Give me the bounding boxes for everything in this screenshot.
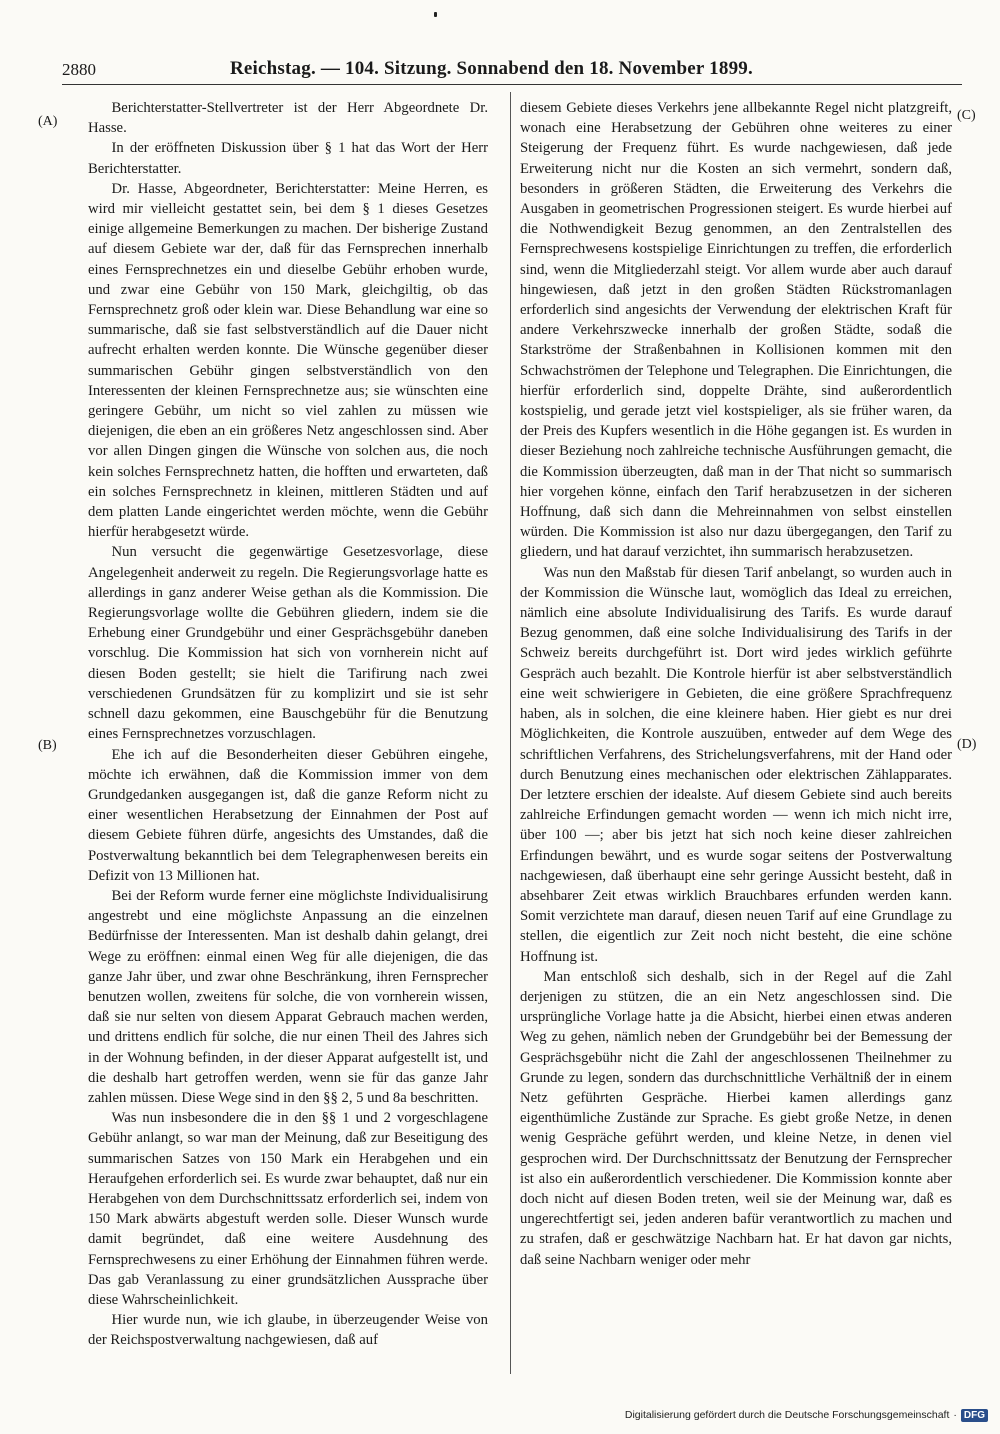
dfg-logo-icon: DFG bbox=[961, 1409, 988, 1422]
credit-text: Digitalisierung gefördert durch die Deutsche Forschungsgemeinschaft bbox=[624, 1409, 950, 1421]
page-number: 2880 bbox=[62, 60, 96, 79]
column-rule bbox=[510, 92, 511, 1374]
digitization-credit bbox=[625, 1406, 988, 1424]
paragraph: Hier wurde nun, wie ich glaube, in überzeugender Weise von der Reichspostverwaltung nachgewiesen, daß auf bbox=[88, 1312, 488, 1349]
page-header bbox=[62, 58, 962, 86]
right-column bbox=[520, 98, 952, 1378]
margin-mark-c: (C) bbox=[957, 108, 976, 123]
print-speck bbox=[434, 12, 437, 17]
paragraph: Berichterstatter-Stellvertreter ist der Herr Abgeordnete Dr. Hasse. bbox=[88, 100, 488, 137]
paragraph: Nun versucht die gegenwärtige Gesetzesvorlage, diese Angelegenheit anderweit zu regeln. Die Regierungsvorlage hatte es allerdings in ganz anderer Weise gethan als die Kommission. Die Regierungsvorlage wollte die Gebühren gliedern, indem sie die Erhebung einer Grundgebühr und einer Gesprächsgebühr daneben vorschlug. Die Kommission hat sich von vornherein nicht auf diesen Boden gestellt; sie hielt die Tarifirung nach zwei verschiedenen Grundsätzen für zu komplizirt und sie ist sehr schnell dazu gekommen, eine Bauschgebühr für die Benutzung eines Fernsprechnetzes vorzuschlagen. bbox=[88, 544, 488, 743]
paragraph: In der eröffneten Diskussion über § 1 hat das Wort der Herr Berichterstatter. bbox=[88, 140, 488, 177]
header-rule bbox=[62, 84, 962, 85]
separator-dot: · bbox=[953, 1409, 957, 1421]
margin-mark-d: (D) bbox=[957, 737, 977, 752]
paragraph: diesem Gebiete dieses Verkehrs jene allbekannte Regel nicht platzgreift, wonach eine Herabsetzung der Gebühren ohne weiteres zu einer Steigerung der Frequenz führt. Es wurde nachgewiesen, daß jede Erweiterung nicht nur die Kosten an sich vermehrt, sondern daß, besonders in größeren Städten, die Erweiterung des Verkehrs die Ausgaben in geometrischen Progressionen steigert. Es wurde hierbei auf die Nothwendigkeit Bezug genommen, an den Zentralstellen des Fernsprechwesens kostspielige Einrichtungen zu treffen, die erforderlich sind, wenn die Mitgliederzahl steigt. Vor allem wurde aber auch darauf hingewiesen, daß jetzt in den großen Städten Rückstromanlagen erforderlich sind angesichts der Verwendung der elektrischen Kraft für andere Verkehrszwecke innerhalb der großen Städte, sodaß die Starkströme der Straßenbahnen in Kollisionen kommen mit den Schwachströmen der Telephone und Telegraphen. Die Einrichtungen, die hierfür erforderlich sind, doppelte Drähte, sind außerordentlich kostspielig, und gerade jetzt viel kostspieliger, als sie früher waren, da der Preis des Kupfers wesentlich in die Höhe gegangen ist. Es wurden in dieser Beziehung noch zahlreiche technische Ausführungen gemacht, die die Kommission überzeugten, daß man in der That nicht so summarisch hier vorgehen könne, einfach den Tarif herabzusetzen in der sicheren Hoffnung, daß sich dann die Mehreinnahmen von selbst einstellen würden. Die Kommission ist also nur dazu übergegangen, den Tarif zu gliedern, und hat darauf verzichtet, ihn summarisch herabzusetzen. bbox=[520, 100, 952, 561]
paragraph: Was nun insbesondere die in den §§ 1 und 2 vorgeschlagene Gebühr anlangt, so war man der Meinung, daß zur Beseitigung des summarischen Satzes von 150 Mark ein Herabgehen und ein Heraufgehen erforderlich sei. Es wurde zwar behauptet, daß nur ein Herabgehen von dem Durchschnittssatz erforderlich sei, indem von 150 Mark abwärts abgestuft werden solle. Dieser Wunsch wurde damit begründet, daß eine weitere Ausdehnung des Fernsprechwesens zu einer Erhöhung der Einnahmen führen werde. Das gab Veranlassung zu einer grundsätzlichen Aussprache über diese Wahrscheinlichkeit. bbox=[88, 1110, 488, 1308]
paragraph: Dr. Hasse, Abgeordneter, Berichterstatter: Meine Herren, es wird mir vielleicht gestattet sein, bei dem § 1 dieses Gesetzes einige allgemeine Bemerkungen zu machen. Der bisherige Zustand auf diesem Gebiete war der, daß für das Fernsprechen innerhalb eines Fernsprechnetzes ein und dieselbe Gebühr erhoben wurde, und zwar eine Gebühr von 150 Mark, gleichgiltig, ob das Fernsprechnetz groß oder klein war. Diese Behandlung war eine so summarische, daß sie fast selbstverständlich auf die Dauer nicht aufrecht erhalten werden konnte. Die Wünsche gegenüber dieser summarischen Gebühr gingen selbstverständlich von den Interessenten der kleinen Fernsprechnetze aus; sie wünschten eine geringere Gebühr, um nicht so viel zahlen zu müssen wie diejenigen, die eben an ein größeres Netz angeschlossen sind. Aber vor allen Dingen gingen die Wünsche von solchen aus, die noch kein solches Fernsprechnetz hatten, die hofften und erwarteten, daß ein solches Fernsprechnetz in kleinen, mittleren Städten und auf dem platten Lande eingerichtet werden möchte, wenn die Gebühr hierfür herabgesetzt würde. bbox=[88, 180, 488, 541]
paragraph: Man entschloß sich deshalb, sich in der Regel auf die Zahl derjenigen zu stützen, die an ein Netz angeschlossen sind. Die ursprüngliche Vorlage hatte ja die Absicht, hierbei einen etwas anderen Weg zu gehen, nämlich neben der Grundgebühr bei der Bemessung der Gesprächsgebühr nicht die Zahl der angeschlossenen Theilnehmer zu Grunde zu legen, sondern das durchschnittliche Verhältniß der in einem Netz geführten Gespräche. Hierbei kamen allerdings ganz eigenthümliche Zustände zur Sprache. Es giebt große Netze, in denen wenig Gespräche geführt werden, und kleine Netze, in denen viel gesprochen wird. Der Durchschnittssatz der Benutzung der Fernsprecher ist also ein außerordentlich verschiedener. Die Kommission konnte aber doch nicht auf diesen Boden treten, weil sie der Meinung war, daß es ungerechtfertigt sei, jeden anderen bafür verantwortlich zu machen und zu strafen, daß er geschwätzige Nachbarn hat. Er hat davon gar nichts, daß seine Nachbarn weniger oder mehr bbox=[520, 968, 952, 1268]
paragraph: Ehe ich auf die Besonderheiten dieser Gebühren eingehe, möchte ich erwähnen, daß die Kommission immer von dem Grundgedanken ausgegangen ist, daß die ganze Reform nicht zu einer wesentlichen Herabsetzung der Einnahmen der Post auf diesem Gebiete führen dürfe, angesichts des Umstandes, daß die Postverwaltung bekanntlich bei dem Telegraphenwesen bereits ein Defizit von 13 Millionen hat. bbox=[88, 746, 488, 884]
left-column bbox=[88, 98, 488, 1378]
running-title: Reichstag. — 104. Sitzung. Sonnabend den 18. November 1899. bbox=[230, 58, 753, 79]
paragraph: Was nun den Maßstab für diesen Tarif anbelangt, so wurden auch in der Kommission die Wünsche laut, womöglich das Ideal zu erreichen, nämlich eine absolute Individualisirung des Tarifs. Es wurde darauf Bezug genommen, daß eine solche Individualisirung des Tarifs in der Schweiz bereits durchgeführt ist. Dort wird jedes wirklich geführte Gespräch auch bezahlt. Die Kontrole hierfür ist aber selbstverständlich eine weit schwierigere in Gebieten, die eine größere Sprachfrequenz haben, als in solchen, die eine kleinere haben. Hier giebt es nur drei Möglichkeiten, die Kontrole auszuüben, entweder auf dem Wege des schriftlichen Verfahrens, des Strichelungsverfahrens, mit der Hand oder durch Benutzung eines mechanischen oder elektrischen Zählapparates. Der letztere erschien der idealste. Auf diesem Gebiete sind auch bereits zahlreiche Erfindungen gemacht worden — wenn ich mich nicht irre, über 100 —; aber bis jetzt hat sich noch keine dieser zahlreichen Erfindungen bewährt, und es wurde sogar seitens der Postverwaltung nachgewiesen, daß überhaupt eine sehr geringe Aussicht besteht, daß in absehbarer Zeit etwas wirklich Brauchbares erfunden werden kann. Somit verzichtete man darauf, diesen neuen Tarif auf eine Grundlage zu stellen, die eigentlich zur Zeit noch nicht besteht, die eine schöne Hoffnung ist. bbox=[520, 564, 952, 965]
margin-mark-a: (A) bbox=[38, 114, 58, 129]
margin-mark-b: (B) bbox=[38, 738, 57, 753]
paragraph: Bei der Reform wurde ferner eine möglichste Individualisirung angestrebt und eine möglichste Anpassung an die einzelnen Bedürfnisse der Interessenten. Man ist deshalb dahin gelangt, drei Wege zu eröffnen: einmal einen Weg für alle diejenigen, die das ganze Jahr über, und zwar ohne Beschränkung, ihren Fernsprecher benutzen wollen, zweitens für solche, die von vornherein wissen, daß sie nur selten von diesem Apparat Gebrauch machen werden, und drittens endlich für solche, die nur einen Theil des Jahres sich in der Wohnung befinden, in der dieser Apparat aufgestellt ist, und die deshalb hart getroffen werden, wenn sie für das ganze Jahr zahlen müssen. Diese Wege sind in den §§ 2, 5 und 8a beschritten. bbox=[88, 887, 488, 1106]
